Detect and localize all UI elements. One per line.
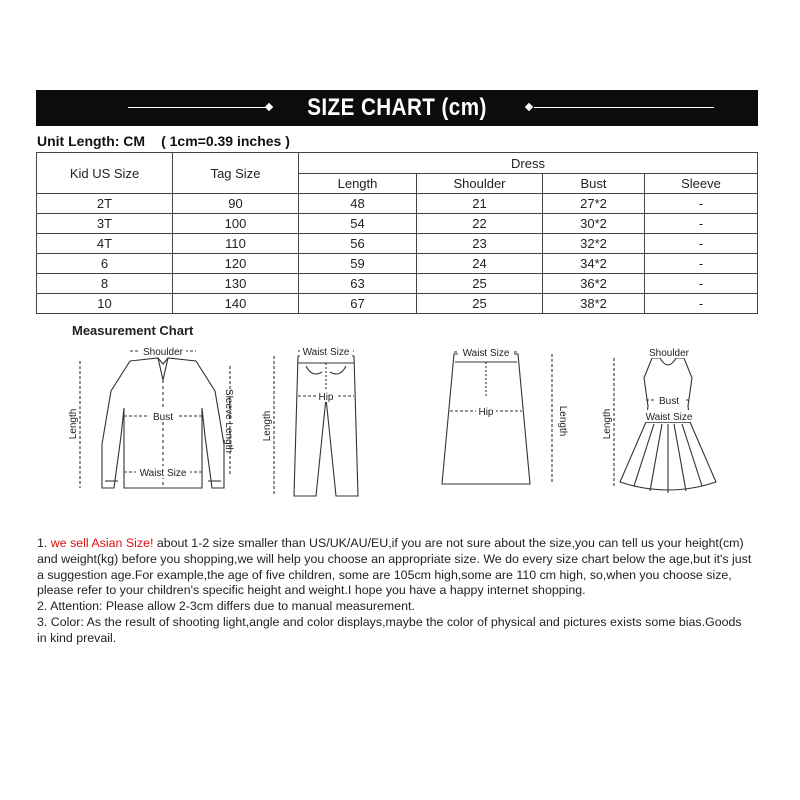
dress-shoulder-label: Shoulder (648, 348, 690, 359)
shirt-collar (158, 358, 168, 380)
cell-tag-size: 130 (173, 274, 299, 294)
cell-kid-us-size: 10 (37, 294, 173, 314)
note-1 (37, 536, 753, 599)
shirt-sleeve-label: Sleeve Length (223, 389, 234, 453)
shirt-length-label: Length (68, 408, 79, 440)
header-group-dress: Dress (299, 153, 758, 174)
measurement-figures (60, 336, 750, 516)
header-tag-size: Tag Size (173, 153, 299, 194)
cell-tag-size: 110 (173, 234, 299, 254)
note-2: 2. Attention: Please allow 2-3cm differs due to manual measurement. (37, 599, 415, 614)
page-title: SIZE CHART (cm) (307, 94, 487, 121)
cell-sleeve: - (645, 274, 758, 294)
table-row (37, 294, 758, 314)
note-1-text: about 1-2 size smaller than US/UK/AU/EU,if you are not sure about the size,you can tell us your height(cm) and weight(kg) before you shopping,we will help you choose an appropriate size. We do every size chart below the age,but it's just a suggestion age.For example,the age of five children, some are 105cm high,some are 110 cm high, so,when you choose size, please refer to your children's specific height and weight.I hope you have a happy internet shopping. (37, 536, 752, 598)
pants-length-label: Length (262, 410, 273, 442)
header-length: Length (299, 174, 417, 194)
asian-size-warning: we sell Asian Size! (50, 536, 154, 550)
header-sleeve: Sleeve (645, 174, 758, 194)
cell-shoulder: 25 (417, 274, 543, 294)
cell-sleeve: - (645, 254, 758, 274)
pants-hip-label: Hip (318, 392, 334, 403)
skirt-illustration (442, 346, 568, 484)
dress-pleat (674, 424, 686, 491)
shirt-waist-label: Waist Size (139, 468, 187, 479)
cell-kid-us-size: 3T (37, 214, 173, 234)
title-banner (36, 90, 758, 126)
dress-length-label: Length (602, 408, 613, 440)
skirt-outline (442, 354, 530, 484)
cell-length: 59 (299, 254, 417, 274)
cell-kid-us-size: 6 (37, 254, 173, 274)
cell-bust: 27*2 (543, 194, 645, 214)
cell-sleeve: - (645, 294, 758, 314)
skirt-length-label: Length (557, 405, 568, 437)
shirt-bust-label: Bust (152, 412, 174, 423)
table-row (37, 254, 758, 274)
cell-bust: 36*2 (543, 274, 645, 294)
skirt-hip-label: Hip (478, 407, 494, 418)
note-1-prefix: 1. (37, 536, 51, 550)
table-row (37, 234, 758, 254)
cell-shoulder: 22 (417, 214, 543, 234)
cell-length: 67 (299, 294, 417, 314)
cell-kid-us-size: 8 (37, 274, 173, 294)
dress-pleat (634, 424, 654, 486)
cell-length: 63 (299, 274, 417, 294)
header-kid-us-size: Kid US Size (37, 153, 173, 194)
cell-kid-us-size: 4T (37, 234, 173, 254)
pants-illustration (262, 345, 358, 496)
cell-shoulder: 25 (417, 294, 543, 314)
size-table (36, 152, 758, 314)
cell-sleeve: - (645, 194, 758, 214)
table-header-row (37, 153, 758, 174)
table-row (37, 194, 758, 214)
cell-tag-size: 100 (173, 214, 299, 234)
dress-illustration (602, 346, 716, 493)
dress-bust-label: Bust (658, 396, 680, 407)
cell-sleeve: - (645, 214, 758, 234)
table-row (37, 274, 758, 294)
shirt-illustration (68, 345, 234, 488)
dress-pleat (682, 424, 702, 486)
dress-waist-label: Waist Size (645, 412, 693, 423)
unit-conversion: ( 1cm=0.39 inches ) (161, 133, 290, 149)
pants-pocket-left (306, 366, 322, 374)
cell-bust: 30*2 (543, 214, 645, 234)
unit-line (37, 133, 290, 149)
table-row (37, 214, 758, 234)
unit-label: Unit Length: CM (37, 133, 146, 149)
notes-section (37, 536, 753, 647)
cell-length: 48 (299, 194, 417, 214)
cell-length: 56 (299, 234, 417, 254)
banner-rule-right (534, 107, 714, 108)
cell-tag-size: 120 (173, 254, 299, 274)
cell-bust: 32*2 (543, 234, 645, 254)
cell-tag-size: 140 (173, 294, 299, 314)
pants-pocket-right (330, 366, 346, 374)
cell-bust: 38*2 (543, 294, 645, 314)
header-shoulder: Shoulder (417, 174, 543, 194)
cell-shoulder: 23 (417, 234, 543, 254)
pants-waist-label: Waist Size (302, 347, 350, 358)
cell-bust: 34*2 (543, 254, 645, 274)
cell-kid-us-size: 2T (37, 194, 173, 214)
cell-tag-size: 90 (173, 194, 299, 214)
cell-length: 54 (299, 214, 417, 234)
header-bust: Bust (543, 174, 645, 194)
cell-sleeve: - (645, 234, 758, 254)
note-3: 3. Color: As the result of shooting light,angle and color displays,maybe the color of physical and pictures exists some bias.Goods in kind prevail. (37, 614, 742, 645)
skirt-waist-label: Waist Size (462, 348, 510, 359)
shirt-shoulder-label: Shoulder (142, 347, 184, 358)
measurement-chart-title: Measurement Chart (72, 323, 194, 338)
dress-pleat (650, 424, 662, 491)
cell-shoulder: 21 (417, 194, 543, 214)
cell-shoulder: 24 (417, 254, 543, 274)
